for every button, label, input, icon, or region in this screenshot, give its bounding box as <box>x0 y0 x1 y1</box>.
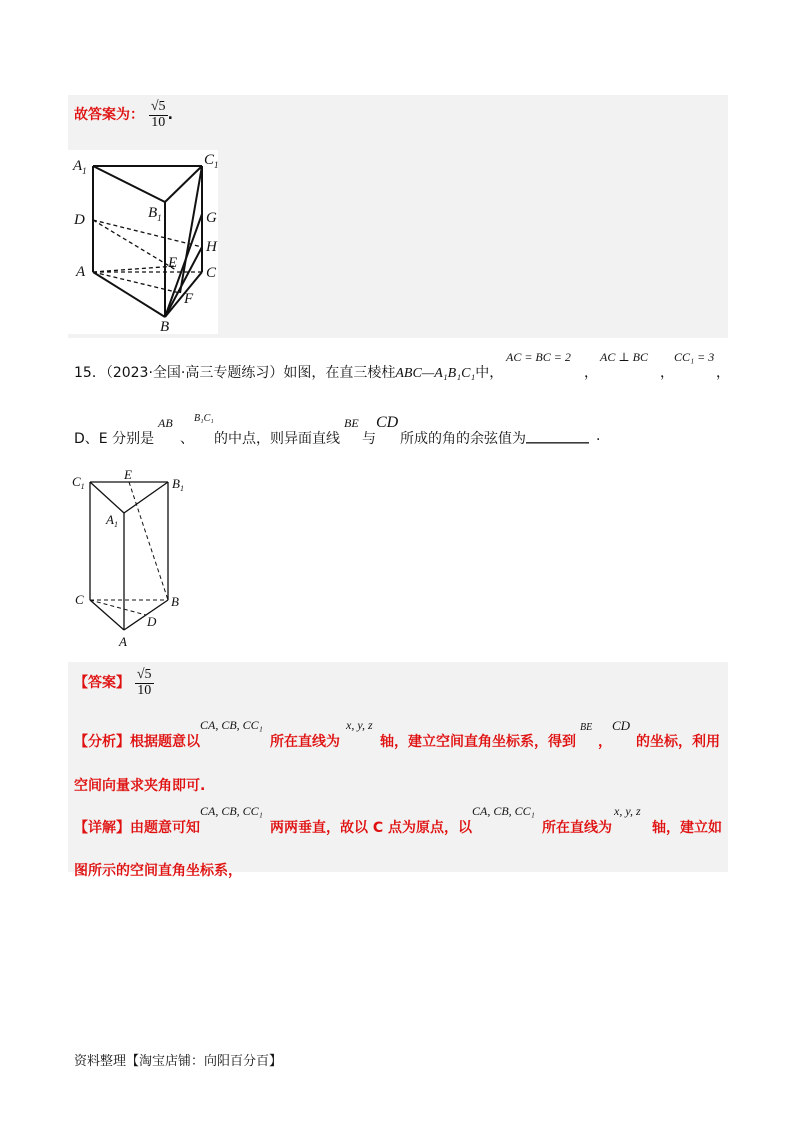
detail-t2: 两两垂直，故以 C 点为原点，以 <box>270 820 473 836</box>
q15-comma2: ， <box>660 365 674 381</box>
fig1-label-E: E <box>168 255 178 271</box>
fig2-label-E: E <box>124 467 132 482</box>
fig1-label-C1: $C_1$ <box>204 152 219 170</box>
q15-cond1: AC = BC = 2 <box>506 350 571 364</box>
footer-text: 资料整理【淘宝店铺：向阳百分百】 <box>74 1054 283 1069</box>
fig1-label-F: F <box>184 291 194 307</box>
q15-source: （2023·全国·高三专题练习） <box>105 365 284 381</box>
answer-num: √5 <box>136 667 152 682</box>
analysis-v2: CD <box>612 718 631 733</box>
fig1-label-A1: $A_1$ <box>73 158 87 176</box>
fig2-label-A: A <box>119 634 127 649</box>
q15-blank[interactable]: _________ <box>526 428 589 444</box>
q15-number: 15． <box>74 365 106 381</box>
analysis-t4: ， <box>598 734 612 750</box>
answer-label: 【答案】 <box>74 675 130 692</box>
analysis-t1: 根据题意以 <box>130 734 200 750</box>
q15-cond2: AC ⊥ BC <box>600 350 648 364</box>
prev-answer-end: . <box>167 107 173 124</box>
detail-m3: x, y, z <box>614 804 641 818</box>
prev-answer-num: √5 <box>150 99 166 114</box>
fig1-label-G: G <box>206 210 217 226</box>
analysis-label: 【分析】 <box>74 734 130 750</box>
q15-line2-c: 所成的角的余弦值为 <box>400 431 526 447</box>
analysis-t6: 空间向量求夹角即可. <box>74 778 206 794</box>
q15-line2-b: 的中点，则异面直线 <box>214 431 340 447</box>
answer-line <box>74 668 154 698</box>
analysis-m2: x, y, z <box>346 718 373 732</box>
q15-cd: CD <box>376 414 399 431</box>
fig2-label-C1: $C_1$ <box>72 474 85 491</box>
figure-2 <box>68 466 198 656</box>
q15-sep: 、 <box>180 431 194 447</box>
analysis-m1: CA, CB, CC₁ <box>200 718 263 732</box>
q15-line-1 <box>74 362 503 382</box>
prism-figure-1 <box>68 150 218 334</box>
q15-be: BE <box>344 416 359 430</box>
fig1-label-H: H <box>206 239 217 255</box>
q15-yu: 与 <box>362 431 376 447</box>
fig1-label-B: B <box>160 319 170 335</box>
fig2-label-A1: $A_1$ <box>106 512 118 529</box>
fig2-label-C: C <box>75 592 84 607</box>
detail-t3: 所在直线为 <box>542 820 612 836</box>
detail-t4: 轴，建立如 <box>652 820 722 836</box>
prev-answer-den: 10 <box>151 114 166 130</box>
q15-comma1: ， <box>584 365 598 381</box>
q15-end: . <box>596 428 601 444</box>
detail-t1: 由题意可知 <box>130 820 200 836</box>
analysis-t2: 所在直线为 <box>270 734 340 750</box>
analysis-t5: 的坐标，利用 <box>636 734 720 750</box>
q15-prism: ABC—A₁B₁C₁ <box>395 366 476 381</box>
fig2-label-B: B <box>171 594 179 609</box>
fig1-label-D: D <box>74 212 85 228</box>
detail-m2: CA, CB, CC₁ <box>472 804 535 818</box>
fig2-label-B1: $B_1$ <box>172 476 184 493</box>
detail-label: 【详解】 <box>74 820 130 836</box>
fig1-label-A: A <box>76 264 86 280</box>
answer-fraction <box>135 668 154 698</box>
prev-answer-line <box>74 100 173 130</box>
prism-figure-2 <box>68 466 198 656</box>
answer-band-bottom <box>68 662 728 872</box>
q15-text2: 中， <box>475 365 504 381</box>
prev-answer-fraction <box>149 100 168 130</box>
figure-1 <box>68 150 218 334</box>
detail-m1: CA, CB, CC₁ <box>200 804 263 818</box>
q15-line2-a: D、E 分别是 <box>74 431 155 447</box>
q15-comma3: ， <box>716 365 730 381</box>
prev-answer-label: 故答案为： <box>74 107 144 124</box>
q15-b1c1: B₁C₁ <box>194 413 214 424</box>
fig1-label-B1: $B_1$ <box>148 205 162 223</box>
fig1-label-C: C <box>206 265 217 281</box>
analysis-t3: 轴，建立空间直角坐标系，得到 <box>380 734 576 750</box>
analysis-v1: BE <box>580 722 593 733</box>
q15-text1: 如图，在直三棱柱 <box>283 365 396 381</box>
q15-cond3: CC₁ = 3 <box>674 350 715 364</box>
detail-t5: 图所示的空间直角坐标系， <box>74 863 242 879</box>
q15-ab: AB <box>158 416 173 430</box>
fig2-label-D: D <box>147 614 157 629</box>
answer-den: 10 <box>137 682 152 698</box>
